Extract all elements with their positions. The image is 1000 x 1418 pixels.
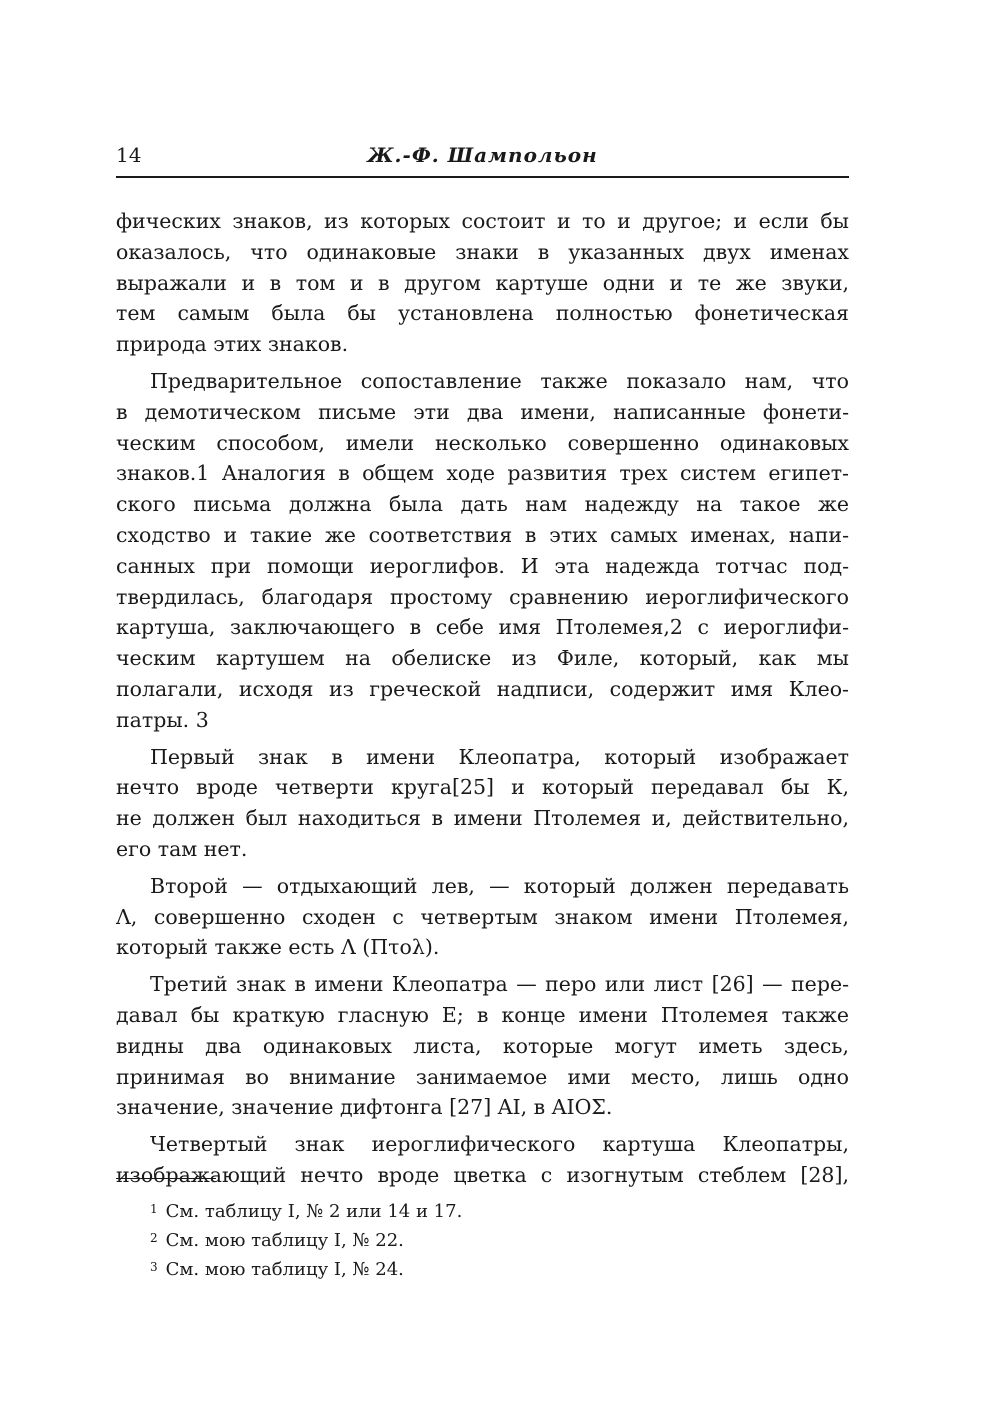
text-line: природа этих знаков. <box>116 332 349 357</box>
text-line: Четвертый знак иероглифического картуша Клеопатры, <box>150 1132 849 1157</box>
paragraph-4 <box>116 871 849 963</box>
running-head: Ж.-Ф. Шампольон <box>367 143 598 167</box>
body-text <box>116 206 849 1197</box>
text-line: давал бы краткую гласную Е; в конце имени Птолемея также <box>116 1002 849 1027</box>
text-line: тем самым была бы установлена полностью фонетическая <box>116 301 849 326</box>
text-line: значение, значение дифтонга [27] AI, в AIOΣ. <box>116 1095 613 1120</box>
text-line: Третий знак в имени Клеопатра — перо или лист [26] — пере- <box>150 972 849 997</box>
footnote-3 <box>150 1256 750 1285</box>
text-line: принимая во внимание занимаемое ими место, лишь одно <box>116 1064 849 1089</box>
text-line: ского письма должна была дать нам надежду на такое же <box>116 492 849 517</box>
footnote-rule <box>116 1178 216 1179</box>
text-line: Второй — отдыхающий лев, — который должен передавать <box>150 873 849 898</box>
text-line: ческим способом, имели несколько совершенно одинаковых <box>116 430 849 455</box>
text-line: изображающий нечто вроде цветка с изогнутым стеблем [28], <box>116 1162 849 1187</box>
footnote-mark: 2 <box>150 1231 158 1245</box>
text-line: Первый знак в имени Клеопатра, который изображает <box>150 744 849 769</box>
paragraph-2 <box>116 366 849 736</box>
paragraph-3 <box>116 742 849 865</box>
page-number: 14 <box>116 143 142 167</box>
footnote-text: См. таблицу I, № 2 или 14 и 17. <box>165 1201 463 1222</box>
footnote-text: См. мою таблицу I, № 24. <box>165 1259 404 1280</box>
text-line: видны два одинаковых листа, которые могут иметь здесь, <box>116 1033 849 1058</box>
footnote-2 <box>150 1227 750 1256</box>
footnote-mark: 3 <box>150 1260 158 1274</box>
text-line: не должен был находиться в имени Птолемея и, действительно, <box>116 806 849 831</box>
footnote-mark: 1 <box>150 1202 158 1216</box>
text-line: Λ, совершенно сходен с четвертым знаком имени Птолемея, <box>116 904 849 929</box>
text-line: санных при помощи иероглифов. И эта надежда тотчас под- <box>116 553 849 578</box>
text-line: патры. 3 <box>116 707 209 732</box>
text-line: оказалось, что одинаковые знаки в указанных двух именах <box>116 239 849 264</box>
footnote-1 <box>150 1198 750 1227</box>
text-line: полагали, исходя из греческой надписи, содержит имя Клео- <box>116 676 849 701</box>
text-line: в демотическом письме эти два имени, написанные фонети- <box>116 399 849 424</box>
footnotes <box>150 1198 750 1285</box>
header-rule <box>116 176 849 178</box>
text-line: твердилась, благодаря простому сравнению иероглифического <box>116 584 849 609</box>
text-line: фических знаков, из которых состоит и то и другое; и если бы <box>116 209 849 233</box>
text-line: сходство и такие же соответствия в этих самых именах, напи- <box>116 522 849 547</box>
text-line: который также есть Λ (Πτολ). <box>116 935 440 960</box>
text-line: нечто вроде четверти круга[25] и который передавал бы К, <box>116 775 849 800</box>
text-line: его там нет. <box>116 836 248 861</box>
text-line: картуша, заключающего в себе имя Птолемея,2 с иероглифи- <box>116 615 849 640</box>
text-line: знаков.1 Аналогия в общем ходе развития трех систем египет- <box>116 461 849 486</box>
text-line: ческим картушем на обелиске из Филе, который, как мы <box>116 646 849 671</box>
footnote-text: См. мою таблицу I, № 22. <box>165 1230 404 1251</box>
text-line: Предварительное сопоставление также показало нам, что <box>150 368 849 393</box>
text-line: выражали и в том и в другом картуше одни и те же звуки, <box>116 270 849 295</box>
paragraph-5 <box>116 969 849 1123</box>
page-header <box>116 143 849 173</box>
paragraph-6 <box>116 1129 849 1191</box>
paragraph-1 <box>116 206 849 360</box>
